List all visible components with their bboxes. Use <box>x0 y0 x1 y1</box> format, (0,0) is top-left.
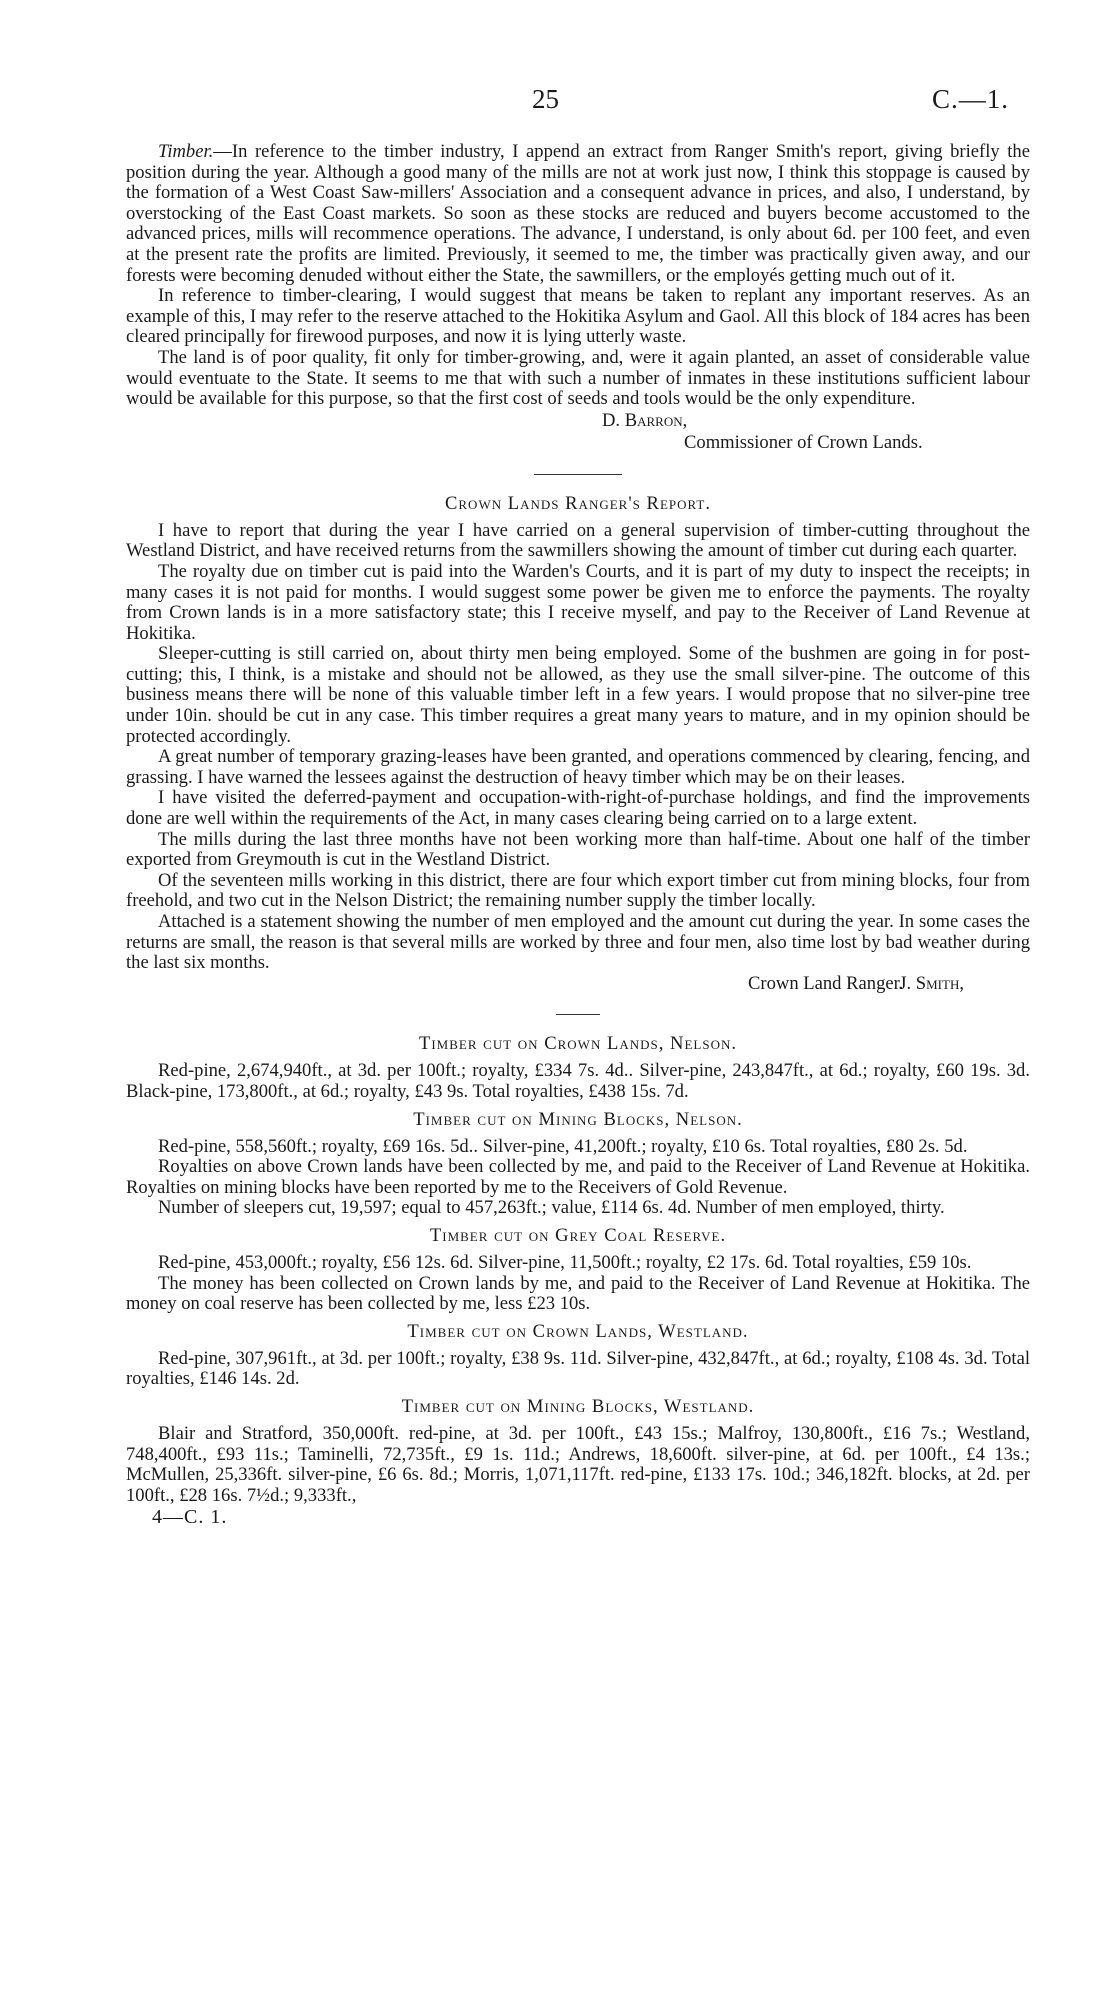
ranger-signature-title: Crown Land Ranger. <box>748 972 904 994</box>
timber-paragraph-2: In reference to timber-clearing, I would suggest that means be taken to replant any important reserves. As an example of this, I may refer to the reserve attached to the Hokitika Asylum and Gaol. All this block of 184 acres has been cleared principally for firewood purposes, and now it is lying utterly waste. <box>126 285 1030 348</box>
section-heading-crown-westland: Timber cut on Crown Lands, Westland. <box>407 1320 749 1342</box>
ranger-paragraph-last: Attached is a statement showing the number of men employed and the amount cut during the year. In some cases the returns are small, the reason is that several mills are worked by three and four men, also time lost by bad weather during the last six months. <box>126 911 1030 974</box>
ranger-paragraph: A great number of temporary grazing-leases have been granted, and operations commenced by clearing, fencing, and grassing. I have warned the lessees against the destruction of heavy timber which may be on their leases. <box>126 746 1030 788</box>
section-heading-mining-nelson: Timber cut on Mining Blocks, Nelson. <box>413 1108 743 1130</box>
mining-nelson-royalties-note: Royalties on above Crown lands have been collected by me, and paid to the Receiver of Land Revenue at Hokitika. Royalties on mining blocks have been reported by me to the Receivers of Gold Revenue. <box>126 1156 1030 1198</box>
page-body <box>126 142 1030 1528</box>
ranger-paragraph: I have visited the deferred-payment and occupation-with-right-of-purchase holdings, and find the improvements done are well within the requirements of the Act, in many cases clearing being carried on to a large extent. <box>126 787 1030 830</box>
timber-lead-word: Timber. <box>158 141 214 162</box>
timber-paragraph-3: The land is of poor quality, fit only for timber-growing, and, were it again planted, an asset of considerable value would eventuate to the State. It seems to me that with such a number of inmates in these institutions sufficient labour would be available for this purpose, so that the first cost of seeds and tools would be the only expenditure. <box>126 346 1030 410</box>
ranger-paragraph: The royalty due on timber cut is paid into the Warden's Courts, and it is part of my duty to inspect the receipts; in many cases it is not paid for months. I would suggest some power be given me to enforce the payments. The royalty from Crown lands is in a more satisfactory state; this I receive myself, and pay to the Receiver of Land Revenue at Hokitika. <box>126 560 1030 644</box>
crown-westland-text: Red-pine, 307,961ft., at 3d. per 100ft.; royalty, £38 9s. 11d. Silver-pine, 432,847ft., at 6d.; royalty, £108 4s. 3d. Total royalties, £146 14s. 2d. <box>126 1347 1030 1390</box>
footer-signature-mark: 4—C. 1. <box>152 1506 228 1529</box>
ranger-paragraph: Sleeper-cutting is still carried on, about thirty men being employed. Some of the bushmen are going in for post-cutting; this, I think, is a mistake and should not be allowed, as they use the small silver-pine. The outcome of this business means there will be none of this valuable timber left in a few years. I would propose that no silver-pine tree under 10in. should be cut in any case. This timber requires a great many years to mature, and in my opinion should be protected accordingly. <box>126 643 1030 747</box>
ranger-paragraph: Of the seventeen mills working in this district, there are four which export timber cut from mining blocks, four from freehold, and two cut in the Nelson District; the remaining number supply the timber locally. <box>126 869 1030 912</box>
section-heading-crown-nelson: Timber cut on Crown Lands, Nelson. <box>418 1033 738 1055</box>
crown-nelson-text: Red-pine, 2,674,940ft., at 3d. per 100ft.; royalty, £334 7s. 4d.. Silver-pine, 243,847ft., at 6d.; royalty, £60 19s. 3d. Black-pine, 173,800ft., at 6d.; royalty, £43 9s. Total royalties, £438 15s. 7d. <box>126 1060 1030 1102</box>
ranger-signature-name: J. Smith, <box>899 972 964 994</box>
ranger-signature <box>126 974 1030 995</box>
section-divider <box>556 1014 600 1015</box>
ranger-paragraph: I have to report that during the year I have carried on a general supervision of timber-cutting throughout the Westland District, and have received returns from the sawmillers showing the amount of timber cut during each quarter. <box>126 519 1030 562</box>
ranger-paragraph: The mills during the last three months have not been working more than half-time. About one half of the timber exported from Greymouth is cut in the Westland District. <box>126 828 1030 871</box>
section-heading-mining-westland: Timber cut on Mining Blocks, Westland. <box>401 1395 755 1417</box>
grey-coal-text: Red-pine, 453,000ft.; royalty, £56 12s. 6d. Silver-pine, 11,500ft.; royalty, £2 17s. 6d. Total royalties, £59 10s. <box>158 1251 972 1273</box>
mining-westland-text: Blair and Stratford, 350,000ft. red-pine, at 3d. per 100ft., £43 15s.; Malfroy, 130,800ft., £16 7s.; Westland, 748,400ft., £93 11s.; Taminelli, 72,735ft., £9 1s. 11d.; Andrews, 18,600ft. silver-pine, at 6d. per 100ft., £4 13s.; McMullen, 25,336ft. silver-pine, £6 6s. 8d.; Morris, 1,071,117ft. red-pine, £133 17s. 10d.; 346,182ft. blocks, at 2d. per 100ft., £28 16s. 7½d.; 9,333ft., <box>126 1422 1030 1506</box>
mining-nelson-sleepers: Number of sleepers cut, 19,597; equal to 457,263ft.; value, £114 6s. 4d. Number of men employed, thirty. <box>158 1197 945 1219</box>
signature-name: D. Barron, <box>602 409 688 431</box>
commissioner-signature <box>126 410 1030 454</box>
mining-nelson-text: Red-pine, 558,560ft.; royalty, £69 16s. 5d.. Silver-pine, 41,200ft.; royalty, £10 6s. Total royalties, £80 2s. 5d. <box>158 1135 968 1157</box>
section-heading-grey-coal: Timber cut on Grey Coal Reserve. <box>429 1224 727 1246</box>
grey-coal-note: The money has been collected on Crown lands by me, and paid to the Receiver of Land Revenue at Hokitika. The money on coal reserve has been collected by me, less £23 10s. <box>126 1272 1030 1315</box>
signature-title: Commissioner of Crown Lands. <box>684 431 923 453</box>
document-reference: C.—1. <box>931 84 1009 114</box>
page-number: 25 <box>532 84 559 114</box>
ranger-report-heading: Crown Lands Ranger's Report. <box>444 492 712 514</box>
timber-paragraph-1 <box>126 142 1030 286</box>
timber-paragraph-1-text: —In reference to the timber industry, I append an extract from Ranger Smith's report, giving briefly the position during the year. Although a good many of the mills are not at work just now, I think this stoppage is caused by the formation of a West Coast Saw-millers' Association and a consequent advance in prices, and also, I understand, by overstocking of the East Coast markets. So soon as these stocks are reduced and buyers become accustomed to the advanced prices, mills will recommence operations. The advance, I understand, is only about 6d. per 100 feet, and even at the present rate the profits are limited. Previously, it seemed to me, the timber was practically given away, and our forests were becoming denuded without either the State, the sawmillers, or the employés getting much out of it. <box>126 141 1030 286</box>
page-header <box>0 84 1114 124</box>
section-divider <box>534 474 622 475</box>
